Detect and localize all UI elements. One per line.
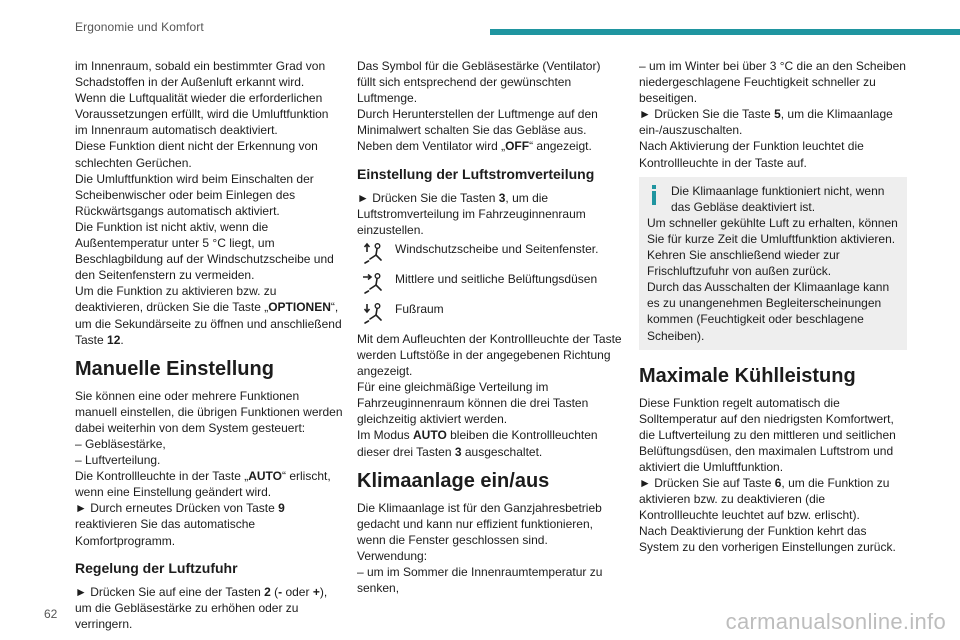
text: “, um die Sekundärseite zu öffnen und anschließend Taste xyxy=(75,300,342,347)
info-icon xyxy=(647,184,665,210)
key-label: - xyxy=(278,584,283,599)
text: ► Drücken Sie die Taste xyxy=(639,107,775,122)
info-text: Durch das Ausschalten der Klimaanlage kann es zu unangenehmen Begleiterscheinungen kommen (Feuchtigkeit oder beschlagene Scheiben). xyxy=(647,280,890,343)
paragraph: Die Funktion ist nicht aktiv, wenn die Außentemperatur unter 5 °C liegt, um Beschlagbildung auf der Windschutzscheibe und den Seitenfenstern zu vermeiden. xyxy=(75,219,334,283)
instruction xyxy=(75,584,343,632)
list-item: – Gebläsestärke, xyxy=(75,436,166,451)
text: “ angezeigt. xyxy=(529,139,592,154)
text: ausgeschaltet. xyxy=(461,444,543,459)
text: ► Durch erneutes Drücken von Taste xyxy=(75,501,279,516)
paragraph: Wenn die Luftqualität wieder die erforderlichen Voraussetzungen erfüllt, wird die Umluftfunktion im Innenraum automatisch deaktiviert. xyxy=(75,91,329,138)
text: reaktivieren Sie das automatische Komfortprogramm. xyxy=(75,517,256,548)
text: bleiben die Kontrollleuchten dieser drei Tasten xyxy=(357,428,598,459)
key-number: 9 xyxy=(278,501,285,516)
paragraph: Diese Funktion dient nicht der Erkennung von schlechten Gerüchen. xyxy=(75,139,318,170)
key-number: 5 xyxy=(774,107,781,122)
key-label: AUTO xyxy=(248,469,282,484)
list-item: – Luftverteilung. xyxy=(75,453,161,468)
key-number: 3 xyxy=(454,444,462,459)
paragraph: Das Symbol für die Gebläsestärke (Ventilator) füllt sich entsprechend der gewünschten Luftmenge. xyxy=(357,59,601,106)
column-2 xyxy=(357,58,622,596)
icon-label: Mittlere und seitliche Belüftungsdüsen xyxy=(395,271,598,286)
paragraph: Für eine gleichmäßige Verteilung im Fahrzeuginnenraum können die drei Tasten gleichzeitig aktiviert werden. xyxy=(357,380,589,427)
key-label: OFF xyxy=(505,139,530,154)
paragraph xyxy=(357,427,622,459)
section-heading-air-conditioning: Klimaanlage ein/aus xyxy=(357,469,550,492)
section-heading-max-cooling: Maximale Kühlleistung xyxy=(639,364,856,387)
windscreen-airflow-icon xyxy=(357,241,387,265)
section-heading-manual: Manuelle Einstellung xyxy=(75,357,274,380)
text: Die Kontrollleuchte in der Taste „ xyxy=(75,469,249,484)
key-number: 3 xyxy=(498,190,506,205)
text: ( xyxy=(270,584,279,599)
text: oder xyxy=(282,584,313,599)
info-box xyxy=(639,177,907,350)
text: Neben dem Ventilator wird „ xyxy=(357,139,506,154)
text: ► Drücken Sie die Tasten xyxy=(357,190,499,205)
list-item: – um im Sommer die Innenraumtemperatur zu senken, xyxy=(357,564,603,596)
paragraph: Nach Deaktivierung der Funktion kehrt das System zu den vorherigen Einstellungen zurück. xyxy=(639,524,896,555)
paragraph xyxy=(357,138,622,154)
key-label: + xyxy=(312,584,320,599)
icon-row-footwell xyxy=(357,301,622,325)
icon-row-windscreen xyxy=(357,241,622,265)
text: , um die Klimaanlage ein-/auszuschalten. xyxy=(639,107,893,138)
paragraph: Mit dem Aufleuchten der Kontrollleuchte der Taste werden Luftstöße in der angegebenen Richtung angezeigt. xyxy=(357,331,622,379)
paragraph: Verwendung: xyxy=(357,548,428,563)
subsection-heading-air-supply: Regelung der Luftzufuhr xyxy=(75,559,238,576)
paragraph: im Innenraum, sobald ein bestimmter Grad von Schadstoffen in der Außenluft erkannt wird. xyxy=(75,59,326,90)
text: ), um die Gebläsestärke zu erhöhen oder zu verringern. xyxy=(75,584,328,631)
paragraph xyxy=(75,468,343,500)
instruction xyxy=(357,190,622,238)
text: “ erlischt, wenn eine Einstellung geändert wird. xyxy=(75,469,331,500)
paragraph: Die Klimaanlage ist für den Ganzjahresbetrieb gedacht und kann nur effizient funktionieren, wenn die Fenster geschlossen sind. xyxy=(357,500,602,547)
icon-row-vents xyxy=(357,271,622,295)
paragraph: Die Umluftfunktion wird beim Einschalten der Scheibenwischer oder beim Einlegen des Rückwärtsgangs automatisch aktiviert. xyxy=(75,171,314,218)
key-number: 6 xyxy=(774,476,782,491)
subsection-heading-distribution: Einstellung der Luftstromverteilung xyxy=(357,165,595,182)
column-3 xyxy=(639,58,907,556)
info-box-head xyxy=(647,183,901,215)
key-label: AUTO xyxy=(413,428,447,443)
text: ► Drücken Sie auf Taste xyxy=(639,476,775,491)
info-text: Die Klimaanlage funktioniert nicht, wenn das Gebläse deaktiviert ist. xyxy=(671,183,885,214)
text: Im Modus xyxy=(357,428,414,443)
header-accent-bar xyxy=(490,29,960,35)
text: . xyxy=(120,332,124,347)
icon-label: Fußraum xyxy=(395,301,444,316)
key-number: 12 xyxy=(107,332,121,347)
paragraph: Sie können eine oder mehrere Funktionen manuell einstellen, die übrigen Funktionen werden dabei weiterhin von dem System gesteuert: xyxy=(75,388,343,435)
text: ► Drücken Sie auf eine der Tasten xyxy=(75,584,265,599)
page-number: 62 xyxy=(44,607,58,621)
text: , um die Luftstromverteilung im Fahrzeuginnenraum einzustellen. xyxy=(357,190,586,237)
header-title: Ergonomie und Komfort xyxy=(75,20,204,34)
list-item: – um im Winter bei über 3 °C die an den Scheiben niedergeschlagene Feuchtigkeit schneller zu beseitigen. xyxy=(639,59,906,106)
info-text: Um schneller gekühlte Luft zu erhalten, können Sie für kurze Zeit die Umluftfunktion aktivieren. Kehren Sie anschließend wieder zur Frischluftzufuhr von außen zurück. xyxy=(647,215,898,279)
paragraph: Diese Funktion regelt automatisch die Solltemperatur auf den niedrigsten Komfortwert, die Luftverteilung zu den mittleren und seitlichen Belüftungsdüsen, den maximalen Luftstrom und aktiviert die Umluftfunktion. xyxy=(639,395,896,474)
key-number: 2 xyxy=(264,584,271,599)
text: Um die Funktion zu aktivieren bzw. zu deaktivieren, drücken Sie die Taste „ xyxy=(75,284,277,315)
instruction xyxy=(75,500,343,548)
instruction xyxy=(639,106,907,138)
instruction xyxy=(639,475,907,523)
key-label: OPTIONEN xyxy=(268,300,331,315)
watermark: carmanualsonline.info xyxy=(725,609,946,634)
paragraph: Durch Herunterstellen der Luftmenge auf den Minimalwert schalten Sie das Gebläse aus. xyxy=(357,107,598,138)
paragraph: Nach Aktivierung der Funktion leuchtet die Kontrollleuchte in der Taste auf. xyxy=(639,139,864,170)
text: , um die Funktion zu aktivieren bzw. zu deaktivieren (die Kontrollleuchte leuchtet auf bzw. erlischt). xyxy=(639,476,890,523)
footwell-airflow-icon xyxy=(357,301,387,325)
icon-label: Windschutzscheibe und Seitenfenster. xyxy=(395,241,599,256)
vents-airflow-icon xyxy=(357,271,387,295)
column-1 xyxy=(75,58,343,632)
paragraph xyxy=(75,283,343,347)
